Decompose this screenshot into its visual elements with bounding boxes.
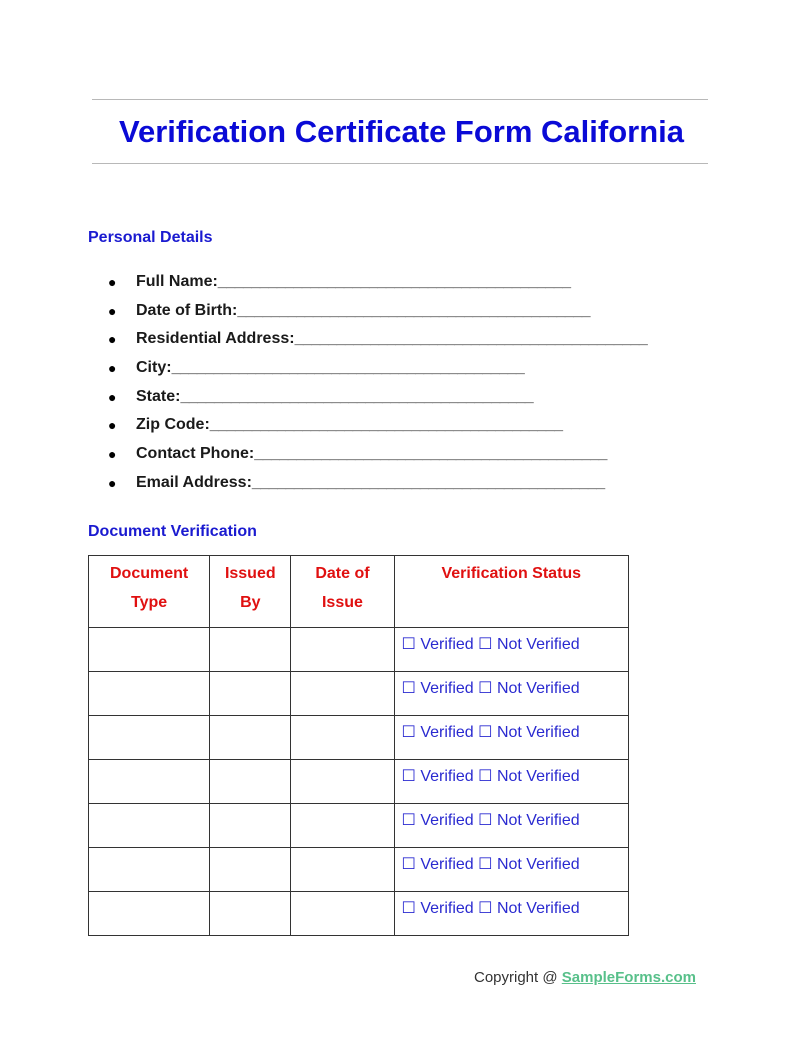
personal-details-list <box>108 270 647 500</box>
table-row <box>89 892 629 936</box>
copyright-footer <box>474 969 696 986</box>
cell-issued-by[interactable] <box>210 804 291 848</box>
cell-verification-status[interactable]: ☐ Verified ☐ Not Verified <box>394 848 628 892</box>
cell-document-type[interactable] <box>89 716 210 760</box>
cell-issued-by[interactable] <box>210 672 291 716</box>
column-header-line: By <box>240 594 261 611</box>
column-header-verification-status <box>394 556 628 628</box>
cell-issued-by[interactable] <box>210 716 291 760</box>
bullet-icon: ● <box>108 274 117 290</box>
field-blank[interactable]: __________________________________________ <box>251 473 605 491</box>
table-row <box>89 716 629 760</box>
bullet-icon: ● <box>108 360 117 377</box>
cell-issued-by[interactable] <box>210 892 291 936</box>
cell-date-of-issue[interactable] <box>291 804 394 848</box>
table-header-row <box>89 556 629 628</box>
cell-date-of-issue[interactable] <box>291 716 394 760</box>
table-row <box>89 672 629 716</box>
column-header-line: Issue <box>321 594 363 611</box>
list-item-state <box>108 385 647 414</box>
cell-document-type[interactable] <box>89 804 210 848</box>
field-blank[interactable]: __________________________________________ <box>209 416 563 434</box>
column-header-issued-by <box>210 556 291 628</box>
bullet-icon: ● <box>108 474 117 491</box>
bullet-icon: ● <box>108 417 117 434</box>
list-item-full-name <box>108 270 647 299</box>
cell-verification-status[interactable]: ☐ Verified ☐ Not Verified <box>394 628 628 672</box>
brand-link[interactable]: SampleForms.com <box>561 969 696 986</box>
column-header-date-of-issue <box>291 556 394 628</box>
cell-document-type[interactable] <box>89 848 210 892</box>
table-row <box>89 628 629 672</box>
copyright-text: Copyright @ <box>474 969 562 986</box>
document-verification-heading: Document Verification <box>88 523 257 540</box>
cell-verification-status[interactable]: ☐ Verified ☐ Not Verified <box>394 760 628 804</box>
field-label: Full Name: <box>136 273 218 290</box>
column-header-line: Verification Status <box>441 565 582 582</box>
page-title: Verification Certificate Form California <box>118 114 685 149</box>
column-header-line: Type <box>131 594 168 611</box>
field-label: Contact Phone: <box>136 445 255 463</box>
list-item-zip-code <box>108 413 647 442</box>
list-item-city <box>108 356 647 385</box>
list-item-email-address <box>108 471 647 500</box>
field-label: Residential Address: <box>136 330 295 348</box>
field-label: State: <box>136 387 181 405</box>
bullet-icon: ● <box>108 302 117 319</box>
column-header-line: Date of <box>315 565 370 582</box>
field-blank[interactable]: __________________________________________ <box>237 301 591 319</box>
cell-date-of-issue[interactable] <box>291 628 394 672</box>
column-header-line: Document <box>109 565 189 582</box>
title-top-rule <box>92 99 708 100</box>
title-bottom-rule <box>92 163 708 164</box>
list-item-contact-phone <box>108 442 647 471</box>
cell-document-type[interactable] <box>89 760 210 804</box>
field-blank[interactable]: __________________________________________ <box>294 330 648 348</box>
cell-issued-by[interactable] <box>210 848 291 892</box>
field-blank[interactable]: __________________________________________ <box>171 359 525 377</box>
cell-verification-status[interactable]: ☐ Verified ☐ Not Verified <box>394 716 628 760</box>
cell-date-of-issue[interactable] <box>291 760 394 804</box>
field-blank[interactable]: __________________________________________ <box>180 387 534 405</box>
cell-verification-status[interactable]: ☐ Verified ☐ Not Verified <box>394 804 628 848</box>
cell-verification-status[interactable]: ☐ Verified ☐ Not Verified <box>394 892 628 936</box>
cell-document-type[interactable] <box>89 628 210 672</box>
column-header-line: Issued <box>224 565 276 582</box>
column-header-document-type <box>89 556 210 628</box>
cell-verification-status[interactable]: ☐ Verified ☐ Not Verified <box>394 672 628 716</box>
personal-details-heading: Personal Details <box>88 229 213 246</box>
cell-date-of-issue[interactable] <box>291 672 394 716</box>
field-label: Email Address: <box>136 473 252 491</box>
cell-date-of-issue[interactable] <box>291 892 394 936</box>
document-verification-table <box>88 555 629 936</box>
field-label: City: <box>136 359 172 377</box>
bullet-icon: ● <box>108 446 117 463</box>
cell-issued-by[interactable] <box>210 760 291 804</box>
list-item-date-of-birth <box>108 299 647 328</box>
table-row <box>89 760 629 804</box>
table-row <box>89 848 629 892</box>
cell-document-type[interactable] <box>89 672 210 716</box>
cell-issued-by[interactable] <box>210 628 291 672</box>
field-label: Zip Code: <box>136 416 210 434</box>
table-row <box>89 804 629 848</box>
field-blank[interactable]: __________________________________________ <box>254 445 607 463</box>
field-label: Date of Birth: <box>136 301 238 319</box>
bullet-icon: ● <box>108 331 117 348</box>
cell-date-of-issue[interactable] <box>291 848 394 892</box>
bullet-icon: ● <box>108 388 117 405</box>
list-item-residential-address <box>108 327 647 356</box>
cell-document-type[interactable] <box>89 892 210 936</box>
field-blank[interactable]: __________________________________________ <box>217 273 571 290</box>
